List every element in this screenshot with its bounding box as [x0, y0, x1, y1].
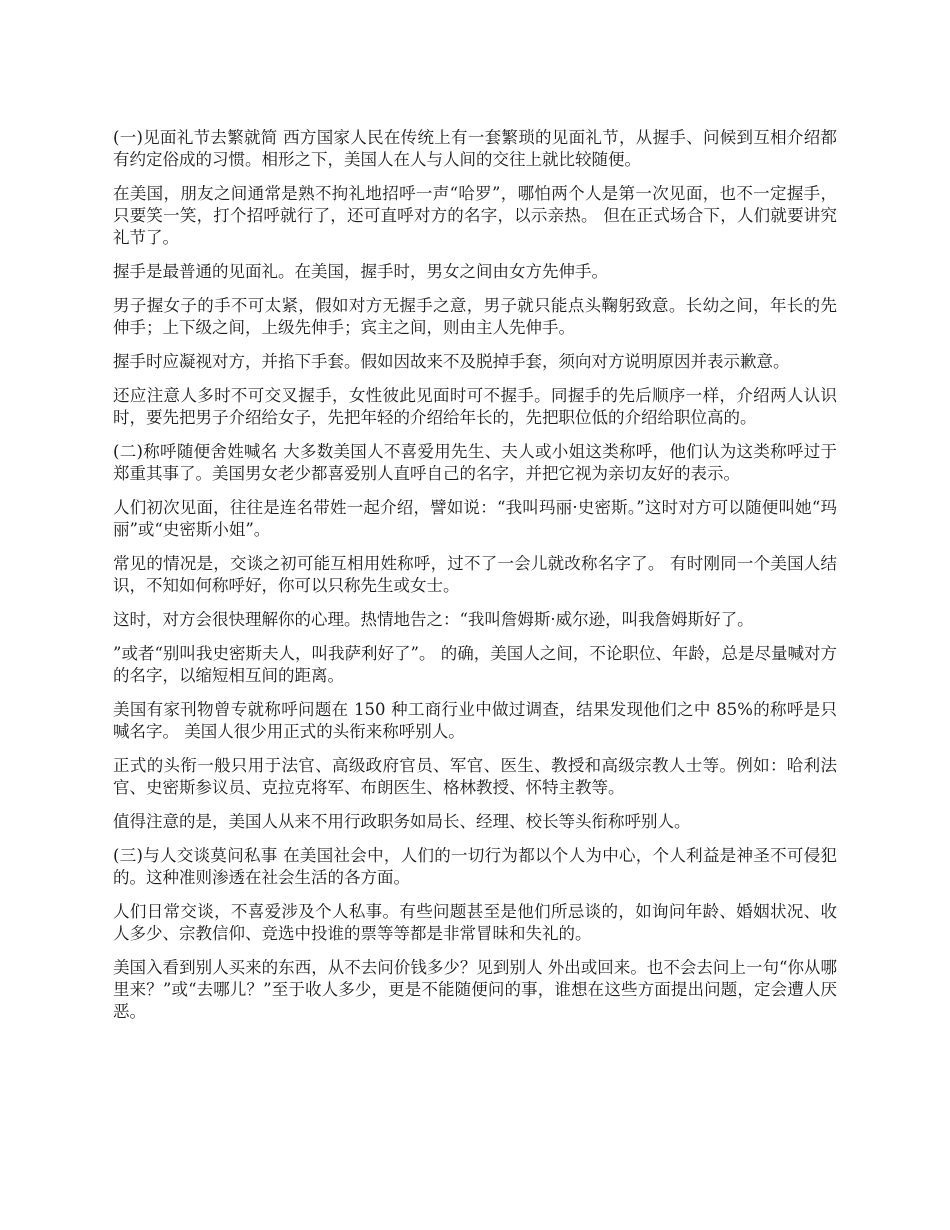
paragraph-taboo-topics: 人们日常交谈，不喜爱涉及个人私事。有些问题甚至是他们所忌谈的，如询问年龄、婚姻状况、收人多少、宗教信仰、竞选中投谁的票等等都是非常冒昧和失礼的。: [113, 902, 837, 943]
paragraph-greeting-etiquette: (一)见面礼节去繁就简 西方国家人民在传统上有一套繁琐的见面礼节，从握手、问候到互相介绍都有约定俗成的习惯。相形之下，美国人在人与人间的交往上就比较随便。: [113, 128, 837, 169]
paragraph-handshake-gloves: 握手时应凝视对方，并掐下手套。假如因故来不及脱掉手套，须向对方说明原因并表示歉意。: [113, 352, 790, 371]
paragraph-survey: 美国有家刊物曾专就称呼问题在 150 种工商行业中做过调查，结果发现他们之中 85%的称呼是只喊名字。 美国人很少用正式的头衔来称呼别人。: [113, 700, 837, 741]
paragraph-no-job-titles: 值得注意的是，美国人从来不用行政职务如局长、经理、校长等头衔称呼别人。: [113, 812, 691, 831]
paragraph-switch-to-first-name: 常见的情况是，交谈之初可能互相用姓称呼，过不了一会儿就改称名字了。 有时刚同一个美国人结识，不知如何称呼好，你可以只称先生或女士。: [113, 554, 837, 595]
paragraph-call-me-sally: ”或者“别叫我史密斯夫人，叫我萨利好了”。 的确，美国人之间，不论职位、年龄，总是尽量喊对方的名字，以缩短相互间的距离。: [113, 644, 837, 685]
paragraph-understanding: 这时，对方会很快理解你的心理。热情地告之：“我叫詹姆斯·威尔逊，叫我詹姆斯好了。: [113, 610, 754, 629]
paragraph-first-meeting: 人们初次见面，往往是连名带姓一起介绍，譬如说：“我叫玛丽·史密斯。”这时对方可以随便叫她“玛丽”或“史密斯小姐”。: [113, 498, 837, 539]
paragraph-private-matters: (三)与人交谈莫问私事 在美国社会中，人们的一切行为都以个人为中心，个人利益是神圣不可侵犯的。这种准则渗透在社会生活的各方面。: [113, 846, 837, 887]
paragraph-no-prices: 美国入看到别人买来的东西，从不去问价钱多少？见到别人 外出或回来。也不会去问上一句“你从哪里来？”或“去哪儿？”至于收人多少，更是不能随便问的事，谁想在这些方面提出问题，定会遭人厌恶。: [113, 958, 837, 1021]
paragraph-friends-greeting: 在美国，朋友之间通常是熟不拘礼地招呼一声“哈罗”，哪怕两个人是第一次见面，也不一定握手，只要笑一笑，打个招呼就行了，还可直呼对方的名字，以示亲热。 但在正式场合下，人们就要讲究礼节了。: [113, 184, 837, 247]
paragraph-forms-of-address: (二)称呼随便舍姓喊名 大多数美国人不喜爱用先生、夫人或小姐这类称呼，他们认为这类称呼过于郑重其事了。美国男女老少都喜爱别人直呼自己的名字，并把它视为亲切友好的表示。: [113, 442, 837, 483]
paragraph-formal-titles: 正式的头衔一般只用于法官、高级政府官员、军官、医生、教授和高级宗教人士等。例如：哈利法官、史密斯参议员、克拉克将军、布朗医生、格林教授、怀特主教等。: [113, 756, 837, 797]
paragraph-introductions: 还应注意人多时不可交叉握手，女性彼此见面时可不握手。同握手的先后顺序一样，介绍两人认识时，要先把男子介绍给女子，先把年轻的介绍给年长的，先把职位低的介绍给职位高的。: [113, 386, 837, 427]
paragraph-handshake-order: 男子握女子的手不可太紧，假如对方无握手之意，男子就只能点头鞠躬致意。长幼之间，年长的先伸手；上下级之间，上级先伸手；宾主之间，则由主人先伸手。: [113, 296, 837, 337]
paragraph-handshake-basic: 握手是最普通的见面礼。在美国，握手时，男女之间由女方先伸手。: [113, 262, 608, 281]
